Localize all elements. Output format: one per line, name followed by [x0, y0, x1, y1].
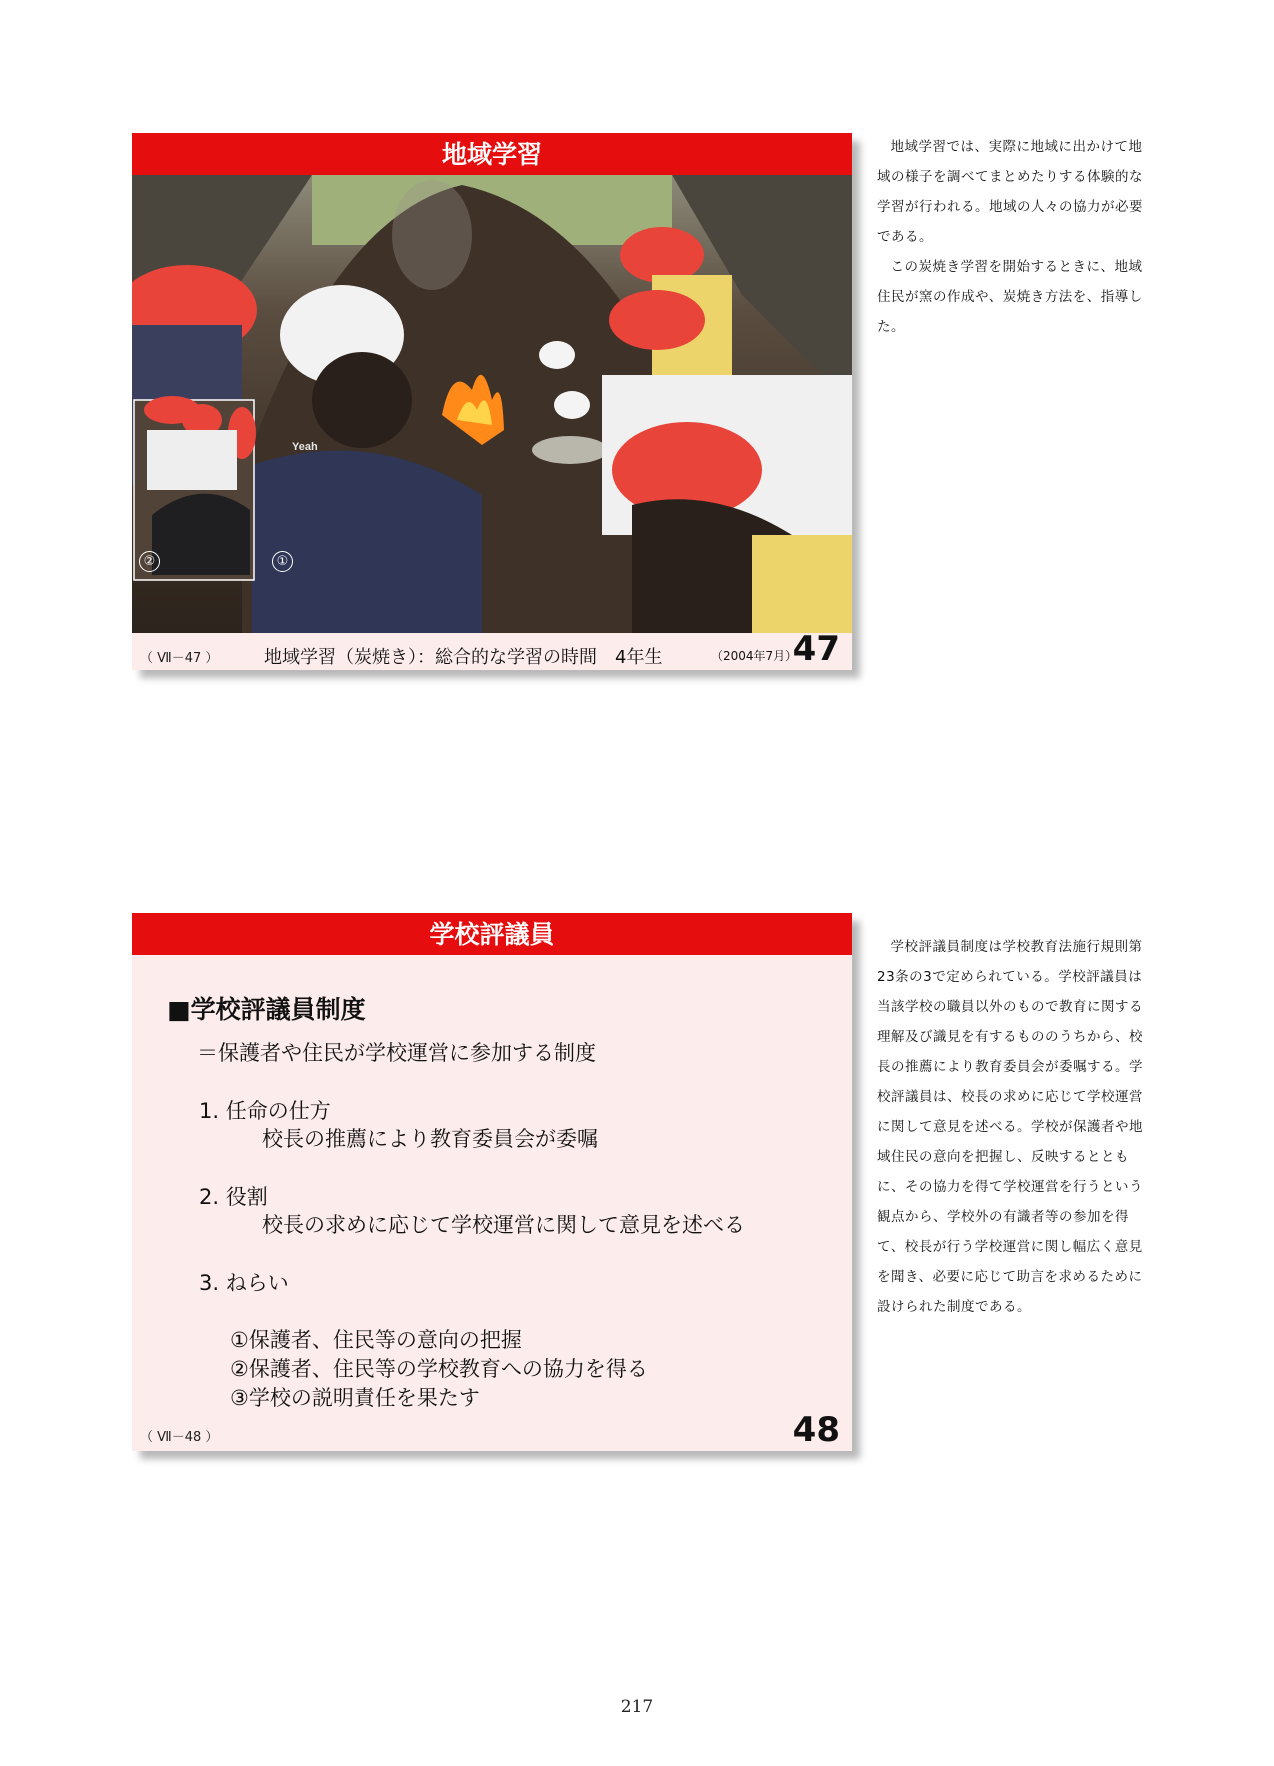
slide-body — [132, 955, 852, 1451]
notes-paragraph: 学校評議員制度は学校教育法施行規則第23条の3で定められている。学校評議員は当該学校の職員以外のもので教育に関する理解及び識見を有するもののうちから、校長の推薦により教育委員会が委嘱する。学校評議員は、校長の求めに応じて学校運営に関して意見を述べる。学校が保護者や地域住民の意向を把握し、反映するとともに、その協力を得て学校運営を行うという観点から、学校外の有識者等の参加を得て、校長が行う学校運営に関し幅広く意見を聞き、必要に応じて助言を求めるために設けられた制度である。 — [877, 939, 1143, 1315]
notes-paragraph: 地域学習では、実際に地域に出かけて地域の様子を調べてまとめたりする体験的な学習が行われる。地域の人々の協力が必要である。 — [877, 139, 1143, 245]
item-3-title: 3. ねらい — [199, 1271, 289, 1295]
slide-title: 学校評議員 — [132, 913, 852, 955]
photo-date: （2004年7月） — [711, 649, 798, 663]
page-number: 217 — [620, 1697, 654, 1717]
slide-47 — [132, 133, 852, 670]
photo-marker-2: ② — [139, 551, 160, 572]
slide-number: 47 — [792, 629, 840, 669]
item-2-body: 校長の求めに応じて学校運営に関して意見を述べる — [262, 1213, 745, 1237]
notes-paragraph: この炭焼き学習を開始するときに、地域住民が窯の作成や、炭焼き方法を、指導した。 — [877, 259, 1143, 335]
item-1-title: 1. 任命の仕方 — [199, 1099, 331, 1123]
aim-1: ①保護者、住民等の意向の把握 — [230, 1328, 522, 1352]
slide-number: 48 — [792, 1410, 840, 1450]
item-2-title: 2. 役割 — [199, 1185, 268, 1209]
slide-48-notes — [877, 932, 1153, 1322]
shirt-print: Yeah — [292, 441, 318, 453]
slide-48 — [132, 913, 852, 1451]
slide-reference: （ Ⅶ－48 ） — [140, 1430, 219, 1445]
aim-3: ③学校の説明責任を果たす — [230, 1386, 480, 1410]
photo-caption: 地域学習（炭焼き）：総合的な学習の時間 4年生 — [264, 647, 663, 668]
item-1-body: 校長の推薦により教育委員会が委嘱 — [262, 1127, 598, 1151]
definition: ＝保護者や住民が学校運営に参加する制度 — [197, 1041, 596, 1065]
photo-illustration — [132, 175, 852, 633]
aim-2: ②保護者、住民等の学校教育への協力を得る — [230, 1357, 648, 1381]
photo-marker-1: ① — [272, 551, 293, 572]
slide-47-notes — [877, 132, 1153, 342]
slide-reference: （ Ⅶ－47 ） — [140, 651, 219, 666]
charcoal-kiln-photo — [132, 175, 852, 633]
slide-caption — [132, 629, 852, 670]
slide-title: 地域学習 — [132, 133, 852, 175]
section-heading: ■学校評議員制度 — [167, 995, 366, 1024]
